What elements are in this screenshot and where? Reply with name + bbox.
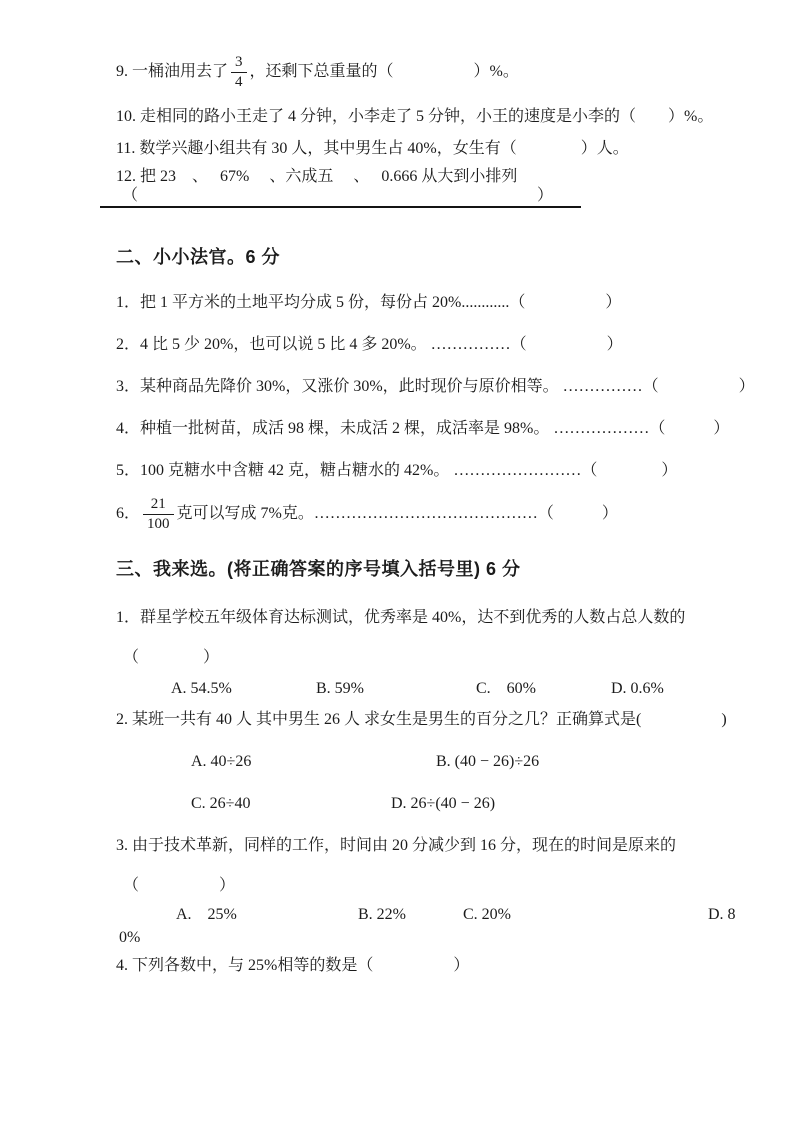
- section2-title: 二、小小法官。6 分: [116, 247, 281, 267]
- choice-q1-options: [116, 679, 716, 699]
- question-9: [116, 50, 519, 94]
- choice-q4-text: 4. 下列各数中，与 25%相等的数是（ ）: [116, 957, 470, 974]
- choice-q1-paren: （ ）: [123, 649, 220, 666]
- fraction-3-4: [231, 54, 247, 90]
- option-b: B. (40 − 26)÷26: [436, 753, 540, 770]
- option-d: D. 26÷(40 − 26): [391, 795, 496, 812]
- choice-q1-text: 1．群星学校五年级体育达标测试，优秀率是 40%，达不到优秀的人数占总人数的: [116, 609, 686, 626]
- option-a: A. 40÷26: [191, 753, 252, 770]
- question-9-post: ，还剩下总重量的（ ）%。: [249, 63, 519, 80]
- option-d: D. 0.6%: [611, 680, 664, 697]
- answer-blank-line: [100, 186, 581, 208]
- question-9-pre: 9. 一桶油用去了: [116, 63, 229, 80]
- option-c: C. 26÷40: [191, 795, 251, 812]
- choice-q2-options-row1: [116, 752, 716, 772]
- fraction-numerator: 21: [143, 496, 174, 515]
- judge-item-6-text: 克可以写成 7%克。……………………………………（ ）: [176, 505, 618, 522]
- question-12: 12. 把 23 、 67% 、六成五 、 0.666 从大到小排列: [116, 168, 518, 185]
- judge-item-4: 4．种植一批树苗，成活 98 棵，未成活 2 棵，成活率是 98%。 ………………（ ）: [116, 420, 730, 437]
- choice-q3-options: [116, 905, 736, 925]
- choice-q3-option-d-wrap: 0%: [119, 929, 141, 946]
- choice-q2-text: 2. 某班一共有 40 人 其中男生 26 人 求女生是男生的百分之几？正确算式是( ): [116, 711, 727, 728]
- option-d: D. 8: [708, 906, 736, 923]
- option-b: B. 59%: [316, 680, 364, 697]
- fraction-21-100: [143, 496, 174, 532]
- question-10: 10. 走相同的路小王走了 4 分钟，小李走了 5 分钟，小王的速度是小李的（ ）%。: [116, 108, 714, 125]
- option-b: B. 22%: [358, 906, 406, 923]
- choice-q3-text: 3. 由于技术革新，同样的工作，时间由 20 分减少到 16 分，现在的时间是原来的: [116, 837, 677, 854]
- fraction-denominator: 100: [147, 515, 170, 532]
- answer-open-paren: （: [122, 187, 139, 204]
- question-11: 11. 数学兴趣小组共有 30 人，其中男生占 40%，女生有（ ）人。: [116, 140, 629, 157]
- choice-q2-options-row2: [116, 794, 716, 814]
- fraction-denominator: 4: [235, 73, 243, 90]
- judge-item-5: 5．100 克糖水中含糖 42 克，糖占糖水的 42%。 ……………………（ ）: [116, 462, 678, 479]
- option-a: A. 25%: [176, 906, 237, 923]
- judge-item-1: 1．把 1 平方米的土地平均分成 5 份，每份占 20%............（ ）: [116, 294, 622, 311]
- choice-q3-paren: （ ）: [123, 877, 236, 894]
- option-c: C. 20%: [463, 906, 511, 923]
- option-c: C. 60%: [476, 680, 537, 697]
- option-a: A. 54.5%: [171, 680, 232, 697]
- judge-item-6-number: 6．: [116, 505, 141, 522]
- fraction-numerator: 3: [231, 54, 247, 73]
- judge-item-2: 2．4 比 5 少 20%，也可以说 5 比 4 多 20%。 ……………（ ）: [116, 336, 623, 353]
- judge-item-6: [116, 490, 618, 538]
- answer-close-paren: ）: [536, 187, 553, 204]
- section3-title: 三、我来选。(将正确答案的序号填入括号里) 6 分: [116, 559, 521, 579]
- judge-item-3: 3．某种商品先降价 30%，又涨价 30%，此时现价与原价相等。 ……………（ ）: [116, 378, 755, 395]
